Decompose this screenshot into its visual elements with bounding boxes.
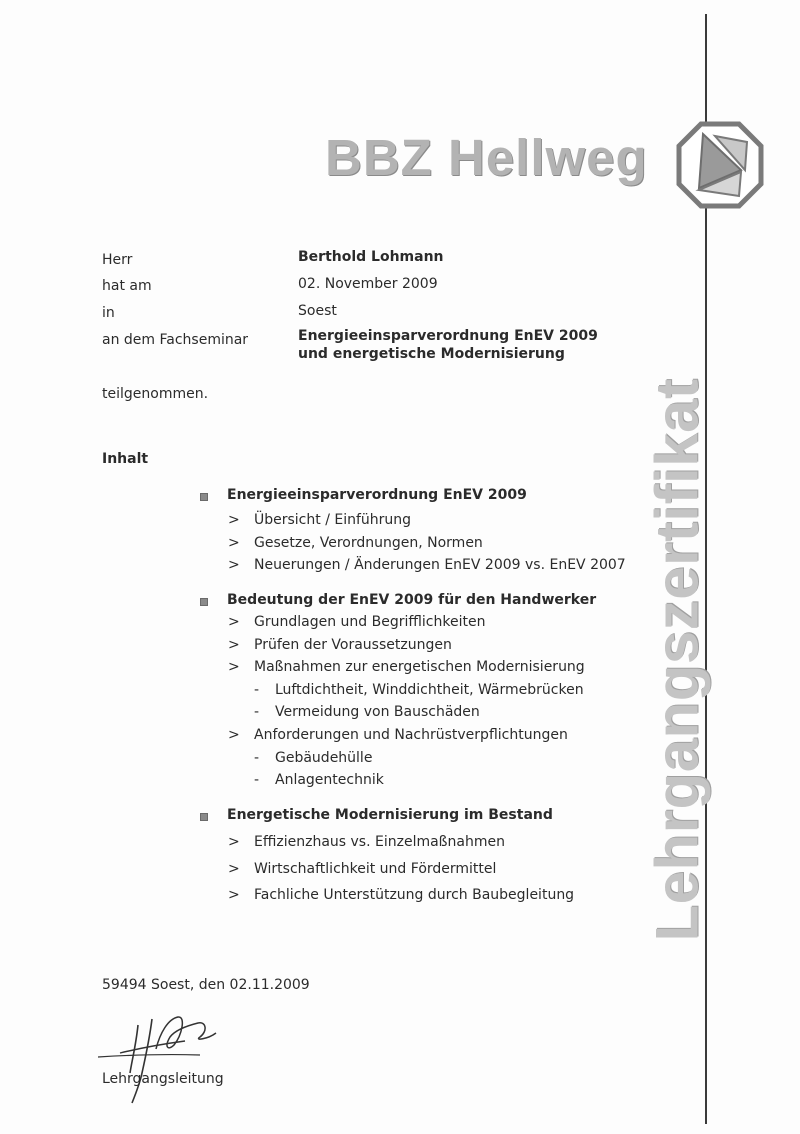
item-marker: >	[228, 659, 240, 675]
sub-list-item: Anlagentechnik	[275, 772, 384, 788]
list-item: Wirtschaftlichkeit und Fördermittel	[254, 861, 497, 877]
section-title: Energieeinsparverordnung EnEV 2009	[227, 487, 527, 503]
sub-item-marker: -	[254, 750, 260, 766]
bbz-logo-icon	[675, 120, 765, 210]
list-item: Prüfen der Voraussetzungen	[254, 637, 452, 653]
label-date: hat am	[102, 278, 152, 294]
list-item: Gesetze, Verordnungen, Normen	[254, 535, 483, 551]
list-item: Grundlagen und Begrifflichkeiten	[254, 614, 486, 630]
item-marker: >	[228, 637, 240, 653]
section-title: Bedeutung der EnEV 2009 für den Handwerker	[227, 592, 597, 608]
list-item: Übersicht / Einführung	[254, 512, 412, 528]
section-bullet-icon	[200, 813, 208, 821]
section-title: Energetische Modernisierung im Bestand	[227, 807, 553, 823]
content-heading: Inhalt	[102, 451, 149, 467]
sub-list-item: Vermeidung von Bauschäden	[275, 704, 480, 720]
sub-item-marker: -	[254, 682, 260, 698]
sub-list-item: Gebäudehülle	[275, 750, 373, 766]
section-bullet-icon	[200, 493, 208, 501]
label-place: in	[102, 305, 115, 321]
sub-item-marker: -	[254, 772, 260, 788]
signature-label: Lehrgangsleitung	[102, 1071, 224, 1087]
participant-name: Berthold Lohmann	[298, 249, 444, 265]
sub-list-item: Luftdichtheit, Winddichtheit, Wärmebrücken	[275, 682, 584, 698]
item-marker: >	[228, 834, 240, 850]
place-date: 59494 Soest, den 02.11.2009	[102, 977, 310, 993]
item-marker: >	[228, 727, 240, 743]
seminar-title-line2: und energetische Modernisierung	[298, 346, 565, 362]
item-marker: >	[228, 614, 240, 630]
list-item: Fachliche Unterstützung durch Baubegleitung	[254, 887, 575, 903]
list-item: Neuerungen / Änderungen EnEV 2009 vs. EnEV 2007	[254, 557, 626, 573]
sub-item-marker: -	[254, 704, 260, 720]
section-bullet-icon	[200, 598, 208, 606]
seminar-date: 02. November 2009	[298, 276, 438, 292]
logo-text: BBZ Hellweg	[325, 129, 648, 186]
item-marker: >	[228, 887, 240, 903]
closing-text: teilgenommen.	[102, 386, 209, 402]
label-herr: Herr	[102, 252, 133, 268]
list-item: Anforderungen und Nachrüstverpflichtungen	[254, 727, 568, 743]
item-marker: >	[228, 557, 240, 573]
seminar-title-line1: Energieeinsparverordnung EnEV 2009	[298, 328, 598, 344]
item-marker: >	[228, 512, 240, 528]
handwritten-signature-icon	[90, 1005, 240, 1105]
list-item: Effizienzhaus vs. Einzelmaßnahmen	[254, 834, 505, 850]
seminar-place: Soest	[298, 303, 337, 319]
certificate-title-vertical: Lehrgangszertifikat	[643, 378, 711, 942]
item-marker: >	[228, 861, 240, 877]
list-item: Maßnahmen zur energetischen Modernisierung	[254, 659, 585, 675]
label-seminar: an dem Fachseminar	[102, 332, 249, 348]
item-marker: >	[228, 535, 240, 551]
